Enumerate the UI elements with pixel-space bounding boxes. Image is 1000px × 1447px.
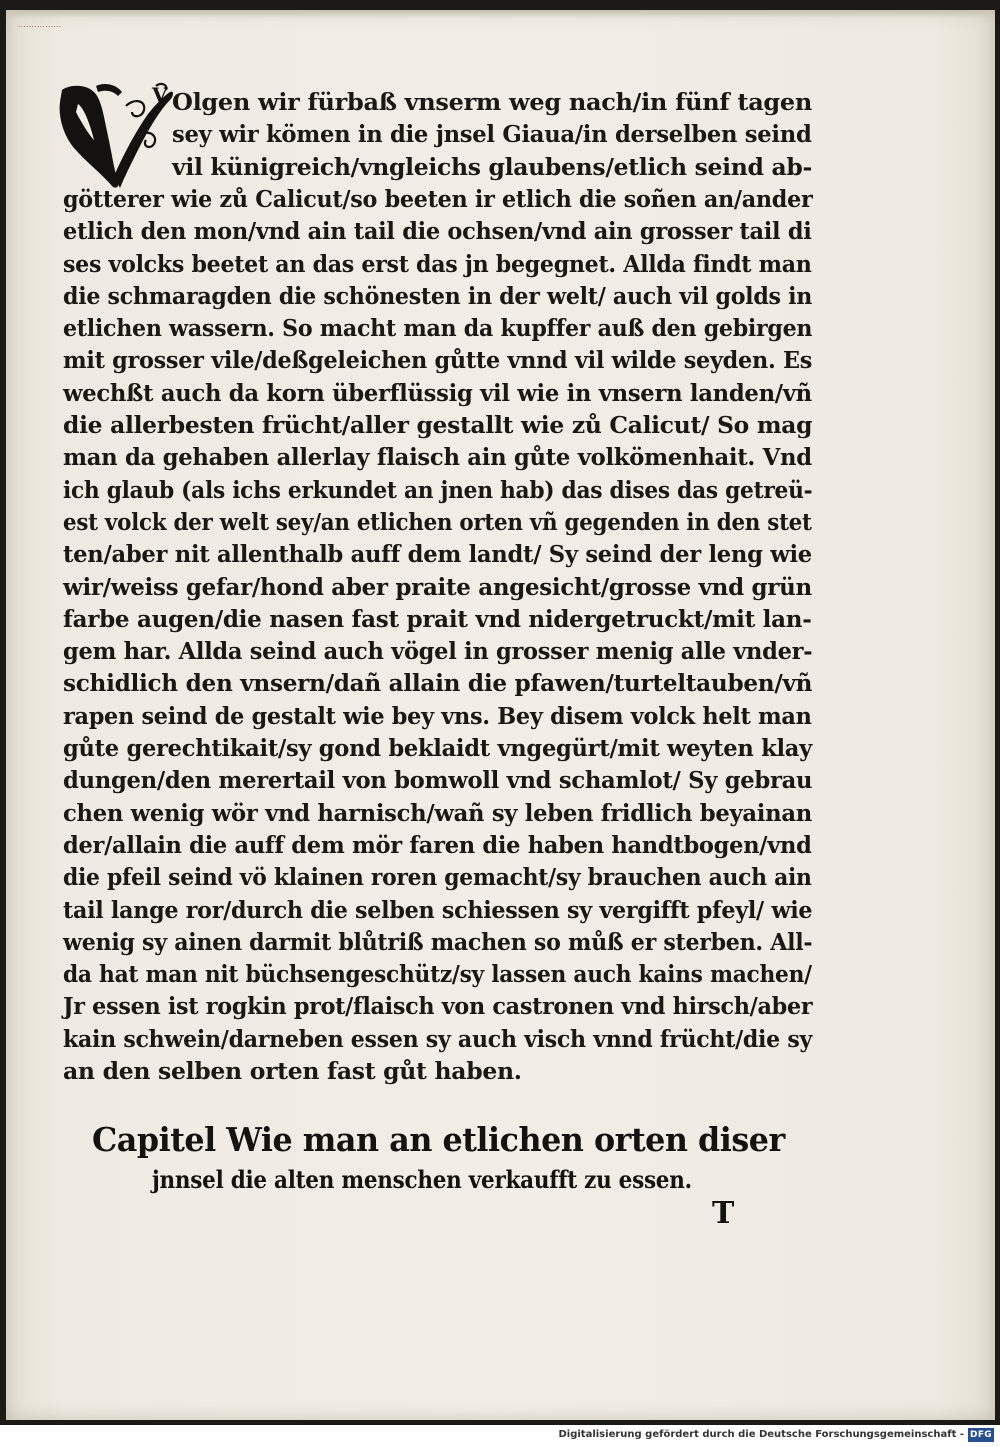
text-line: ten/aber nit allenthalb auff dem landt/ Sy seind der leng wie	[63, 540, 812, 569]
text-line: die pfeil seind vö klainen roren gemacht/sy brauchen auch ain	[63, 863, 812, 892]
text-line: tail lange ror/durch die selben schiessen sy vergifft pfeyl/ wie	[63, 895, 813, 924]
footer-bar	[0, 1425, 1000, 1447]
text-line: gůte gerechtikait/sy gond beklaidt vngegürt/mit weyten klay	[63, 734, 812, 762]
text-line: etlich den mon/vnd ain tail die ochsen/vnd ain grosser tail di	[63, 217, 812, 246]
text-line: wechßt auch da korn überflüssig vil wie in vnsern landen/vñ	[63, 378, 812, 407]
text-line: die allerbesten frücht/aller gestallt wie zů Calicut/ So mag	[63, 411, 813, 439]
text-line: gem har. Allda seind auch vögel in grosser menig alle vnder-	[63, 637, 813, 666]
text-line: Olgen wir fürbaß vnserm weg nach/in fünf tagen	[172, 88, 812, 116]
text-line: an den selben orten fast gůt haben.	[63, 1057, 522, 1085]
initial-letter: V	[152, 83, 168, 107]
text-line: man da gehaben allerlay flaisch ain gůte volkömenhait. Vnd	[63, 443, 812, 472]
text-line: kain schwein/darneben essen sy auch visch vnnd frücht/die sy	[63, 1024, 813, 1053]
text-line: dungen/den merertail von bomwoll vnd schamlot/ Sy gebrau	[63, 766, 813, 795]
corner-mark: ················	[18, 23, 62, 31]
text-line: chen wenig wör vnd harnisch/wañ sy leben fridlich beyainan	[63, 798, 812, 827]
text-line: wenig sy ainen darmit blůtriß machen so můß er sterben. All-	[63, 927, 813, 956]
funding-notice: Digitalisierung gefördert durch die Deutsche Forschungsgemeinschaft -	[558, 1429, 964, 1440]
chapter-heading: Capitel Wie man an etlichen orten diser	[92, 1120, 785, 1159]
chapter-subheading: jnnsel die alten menschen verkaufft zu essen.	[152, 1165, 692, 1194]
catchword: T	[712, 1196, 735, 1231]
decorated-initial-v	[56, 78, 176, 196]
text-line: farbe augen/die nasen fast prait vnd nidergetruckt/mit lan-	[63, 604, 812, 633]
text-line: wir/weiss gefar/hond aber praite angesicht/grosse vnd grün	[63, 572, 812, 601]
dfg-logo: DFG	[968, 1428, 994, 1442]
text-line: ich glaub (als ichs erkundet an jnen hab) das dises das getreü-	[63, 475, 813, 504]
text-line: götterer wie zů Calicut/so beeten ir etlich die soñen an/ander	[63, 184, 813, 213]
text-line: der/allain die auff dem mör faren die haben handtbogen/vnd	[63, 830, 812, 859]
text-line: die schmaragden die schönesten in der welt/ auch vil golds in	[63, 281, 813, 310]
text-line: ses volcks beetet an das erst das jn begegnet. Allda findt man	[63, 249, 812, 278]
text-line: sey wir kömen in die jnsel Giaua/in derselben seind	[172, 120, 812, 149]
page-edge-shadow	[6, 10, 995, 18]
text-line: da hat man nit büchsengeschütz/sy lassen auch kains machen/	[63, 960, 812, 989]
text-line: Jr essen ist rogkin prot/flaisch von castronen vnd hirsch/aber	[63, 992, 813, 1021]
text-line: mit grosser vile/deßgeleichen gůtte vnnd vil wilde seyden. Es	[63, 346, 813, 375]
text-line: est volck der welt sey/an etlichen orten vñ gegenden in den stet	[63, 507, 812, 536]
text-line: schidlich den vnsern/dañ allain die pfawen/turteltauben/vñ	[63, 669, 813, 698]
text-line: vil künigreich/vngleichs glaubens/etlich seind ab-	[172, 152, 812, 181]
text-line: etlichen wassern. So macht man da kupffer auß den gebirgen	[63, 314, 813, 343]
text-line: rapen seind de gestalt wie bey vns. Bey disem volck helt man	[63, 701, 812, 730]
